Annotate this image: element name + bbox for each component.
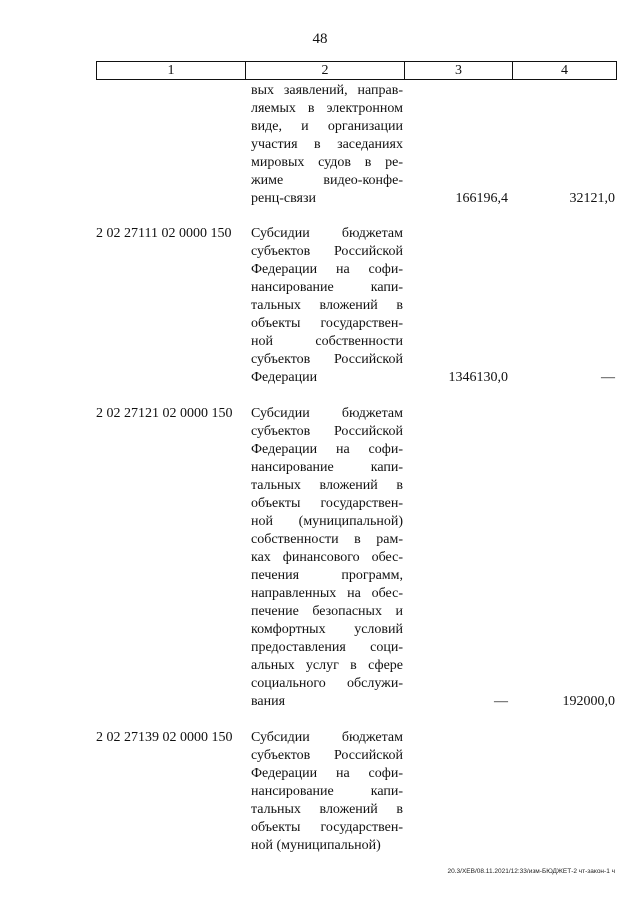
description-line: Федерации [251, 370, 318, 385]
description-line: мировых судов в ре- [251, 155, 403, 170]
description-line: объекты государствен- [251, 820, 403, 835]
description-line: нансирование капи- [251, 784, 403, 799]
amount-col-4: 32121,0 [569, 191, 615, 206]
description-line: тальных вложений в [251, 802, 403, 817]
description-line: ренц-связи [251, 191, 316, 206]
description-line: собственности в рам- [251, 532, 403, 547]
description-line: ках финансового обес- [251, 550, 403, 565]
description-line: субъектов Российской [251, 244, 403, 259]
description-line: Федерации на софи- [251, 766, 403, 781]
table-row [0, 405, 640, 711]
description-line: Федерации на софи- [251, 442, 403, 457]
description-line: вания [251, 694, 286, 709]
budget-code: 2 02 27139 02 0000 150 [96, 730, 233, 745]
description-line: ной собственности [251, 334, 403, 349]
description-line: субъектов Российской [251, 748, 403, 763]
description-line: жиме видео-конфе- [251, 173, 403, 188]
budget-code: 2 02 27121 02 0000 150 [96, 406, 233, 421]
header-col-1: 1 [97, 62, 246, 79]
table-body [0, 82, 640, 855]
description-line: субъектов Российской [251, 424, 403, 439]
budget-code: 2 02 27111 02 0000 150 [96, 226, 232, 241]
document-footer: 20.3/ХЕВ/08.11.2021/12:33/изм-БЮДЖЕТ-2 чт-закон-1 ч [447, 868, 615, 875]
header-col-3: 3 [405, 62, 513, 79]
description-line: социального обслужи- [251, 676, 403, 691]
header-col-2: 2 [246, 62, 405, 79]
description-line: ной (муниципальной) [251, 514, 403, 529]
description-line: объекты государствен- [251, 496, 403, 511]
table-row [0, 729, 640, 855]
description-line: комфортных условий [251, 622, 403, 637]
description-line: печение безопасных и [251, 604, 403, 619]
description-line: печения программ, [251, 568, 403, 583]
income-description [251, 82, 403, 208]
description-line: тальных вложений в [251, 478, 403, 493]
description-line: направленных на обес- [251, 586, 403, 601]
description-line: ляемых в электронном [251, 101, 403, 116]
description-line: нансирование капи- [251, 280, 403, 295]
description-line: Федерации на софи- [251, 262, 403, 277]
income-description [251, 405, 403, 711]
description-line: ной (муниципальной) [251, 838, 381, 853]
description-line: вых заявлений, направ- [251, 83, 403, 98]
amount-col-3: — [494, 694, 508, 709]
description-line: альных услуг в сфере [251, 658, 403, 673]
description-line: тальных вложений в [251, 298, 403, 313]
description-line: Субсидии бюджетам [251, 226, 403, 241]
description-line: Субсидии бюджетам [251, 406, 403, 421]
description-line: участия в заседаниях [251, 137, 403, 152]
description-line: предоставления соци- [251, 640, 403, 655]
table-row [0, 82, 640, 208]
amount-col-3: 166196,4 [455, 191, 508, 206]
description-line: виде, и организации [251, 119, 403, 134]
page-number: 48 [312, 31, 328, 47]
table-header [96, 61, 617, 80]
amount-col-3: 1346130,0 [448, 370, 508, 385]
amount-col-4: 192000,0 [562, 694, 615, 709]
description-line: Субсидии бюджетам [251, 730, 403, 745]
table-row [0, 225, 640, 387]
header-col-4: 4 [561, 63, 568, 78]
amount-col-4: — [601, 370, 615, 385]
description-line: объекты государствен- [251, 316, 403, 331]
description-line: субъектов Российской [251, 352, 403, 367]
income-description [251, 225, 403, 387]
income-description [251, 729, 403, 855]
description-line: нансирование капи- [251, 460, 403, 475]
